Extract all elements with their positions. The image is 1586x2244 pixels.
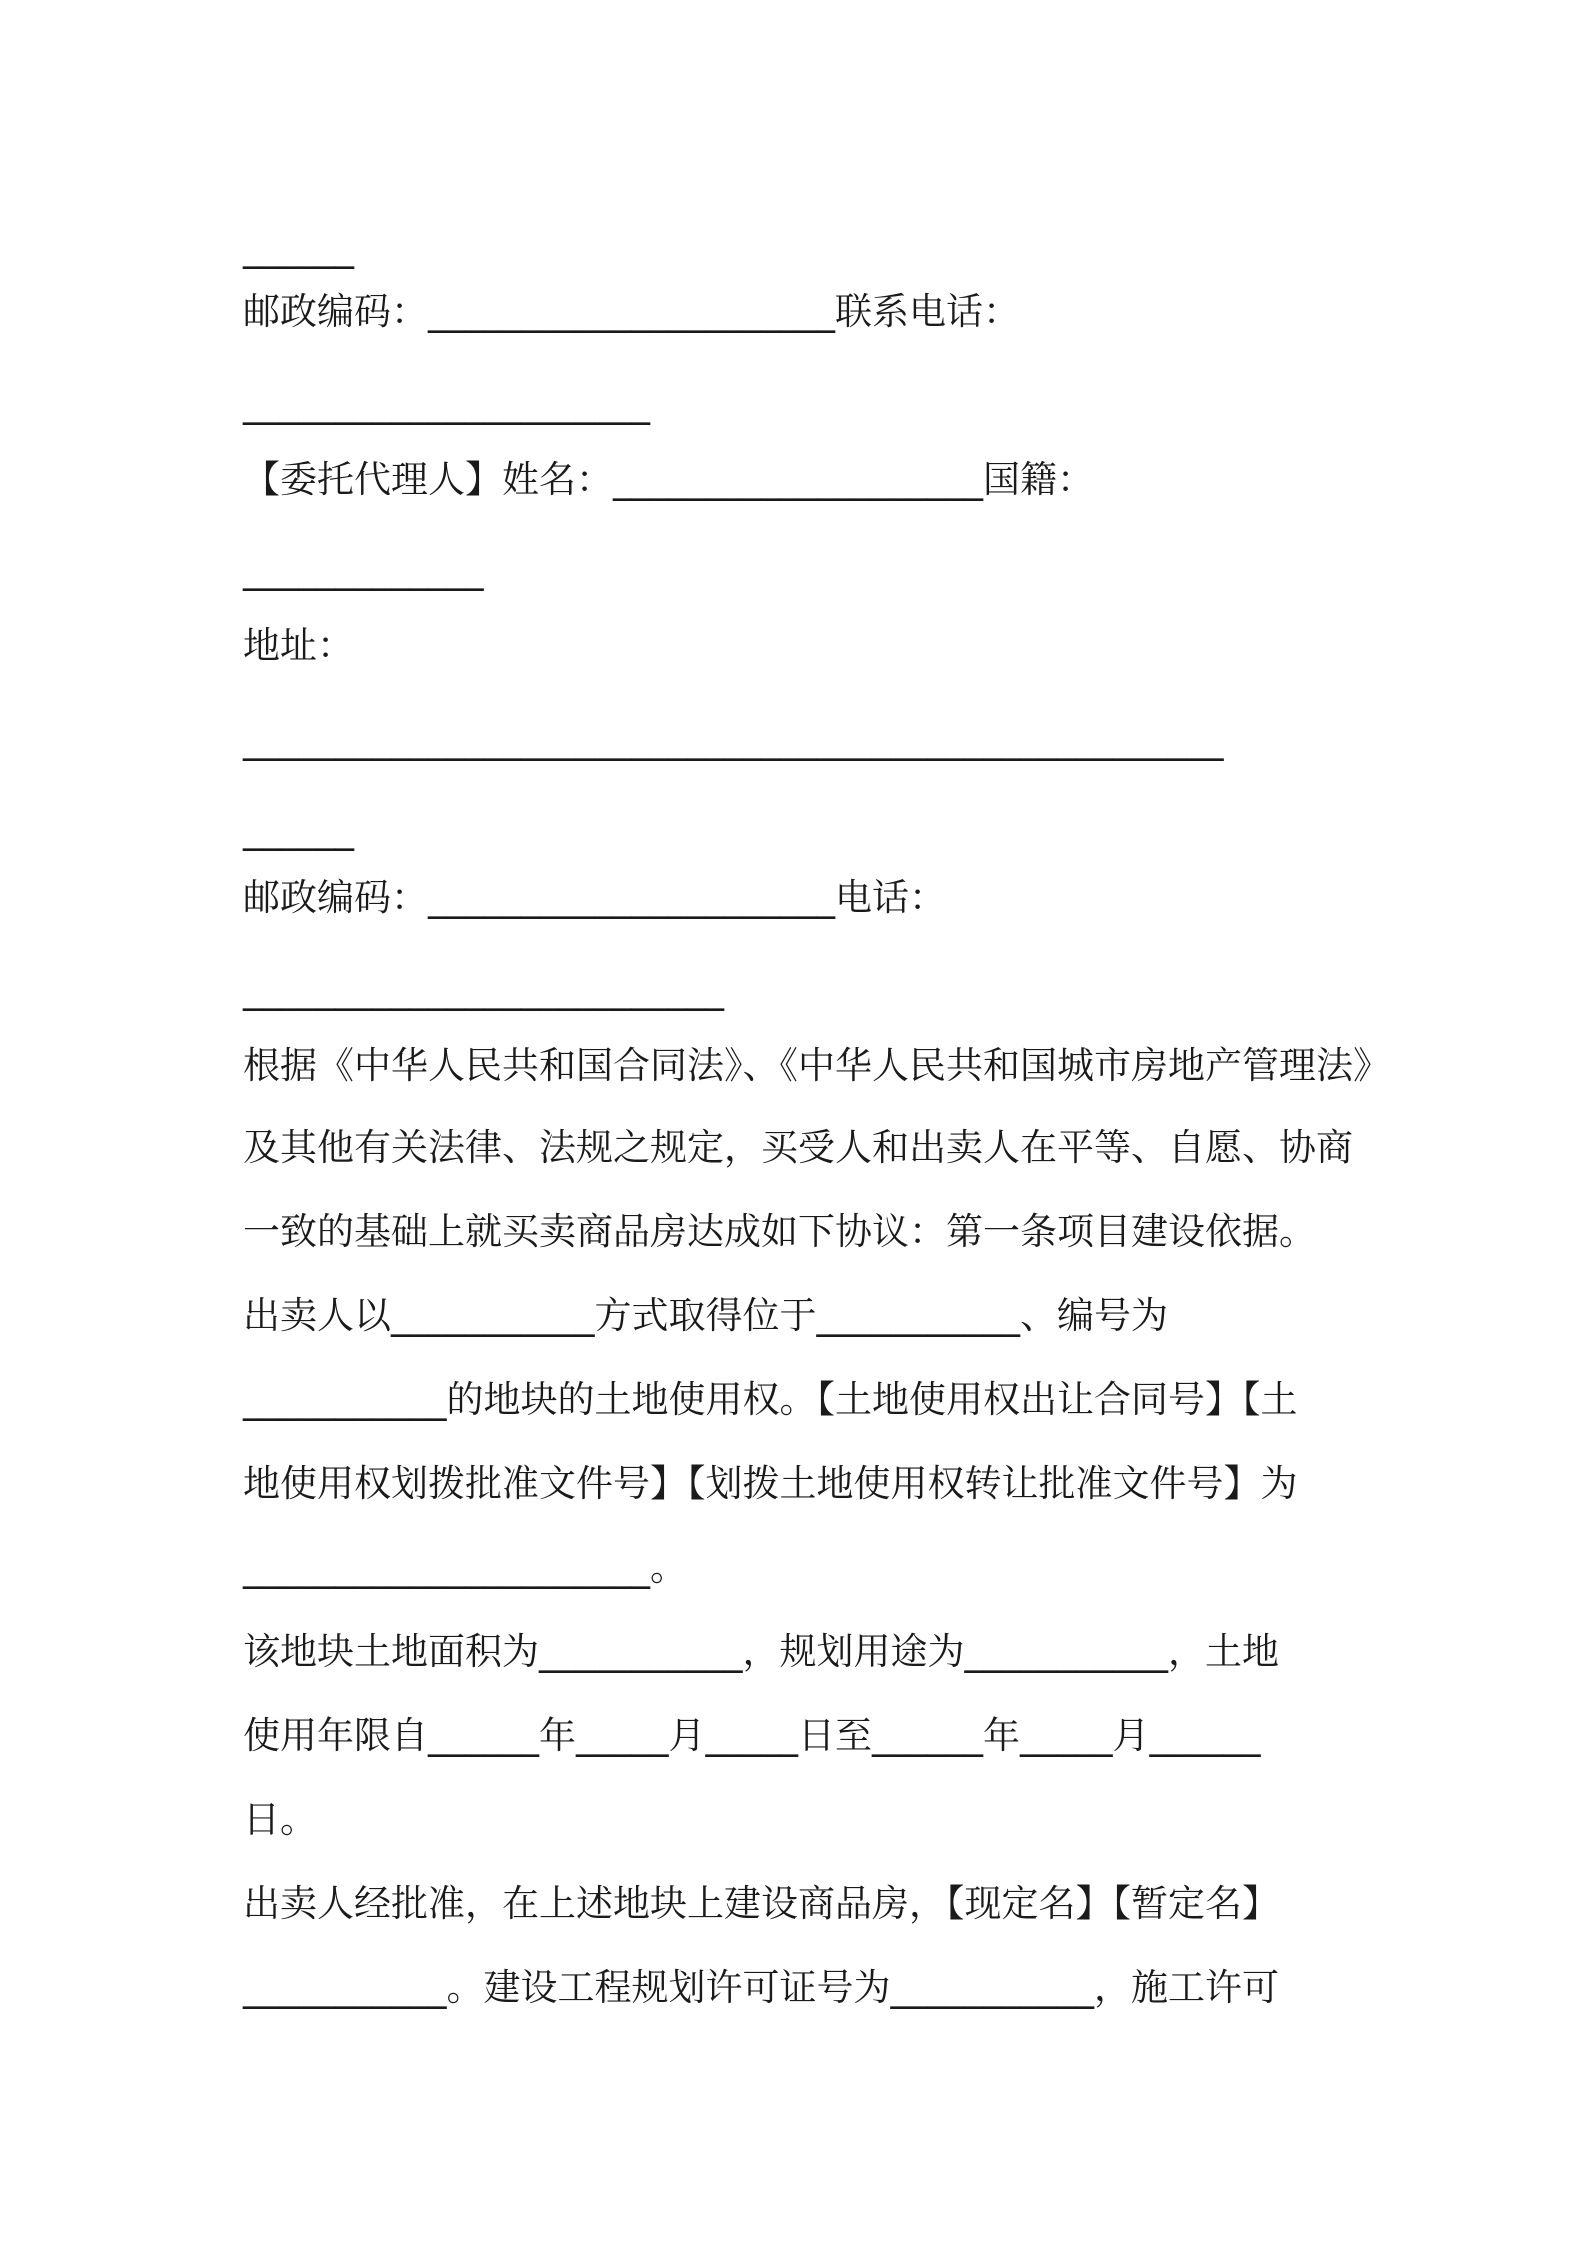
text-line-17: ______________________。	[243, 1546, 687, 1589]
text-line-22: ___________。建设工程规划许可证号为___________，施工许可	[243, 1966, 1279, 2009]
text-line-6: 地址：	[243, 624, 354, 667]
text-line-9: 邮政编码：______________________电话：	[243, 876, 946, 919]
text-line-15: ___________的地块的土地使用权。【土地使用权出让合同号】【土	[243, 1378, 1298, 1421]
text-line-14: 出卖人以___________方式取得位于___________、编号为	[243, 1294, 1168, 1337]
text-line-19: 使用年限自______年_____月_____日至______年_____月______	[243, 1714, 1261, 1757]
text-line-10: __________________________	[243, 968, 724, 1011]
text-line-13: 一致的基础上就买卖商品房达成如下协议：第一条项目建设依据。	[243, 1210, 1316, 1253]
text-line-5: _____________	[243, 548, 484, 591]
text-line-4: 【委托代理人】姓名：____________________国籍：	[243, 458, 1094, 501]
text-line-16: 地使用权划拨批准文件号】【划拨土地使用权转让批准文件号】为	[243, 1462, 1298, 1505]
text-line-2: 邮政编码：______________________联系电话：	[243, 290, 1020, 333]
text-line-3: ______________________	[243, 382, 650, 425]
text-line-18: 该地块土地面积为___________，规划用途为___________，土地	[243, 1630, 1279, 1673]
text-line-1: ______	[243, 226, 354, 269]
text-line-20: 日。	[243, 1798, 317, 1841]
text-line-12: 及其他有关法律、法规之规定，买受人和出卖人在平等、自愿、协商	[243, 1126, 1353, 1169]
text-line-11: 根据《中华人民共和国合同法》、《中华人民共和国城市房地产管理法》	[243, 1044, 1390, 1087]
text-line-8: ______	[243, 808, 354, 851]
text-line-21: 出卖人经批准，在上述地块上建设商品房，【现定名】【暂定名】	[243, 1882, 1279, 1925]
text-line-7: _____________________________________________________	[243, 718, 1224, 761]
